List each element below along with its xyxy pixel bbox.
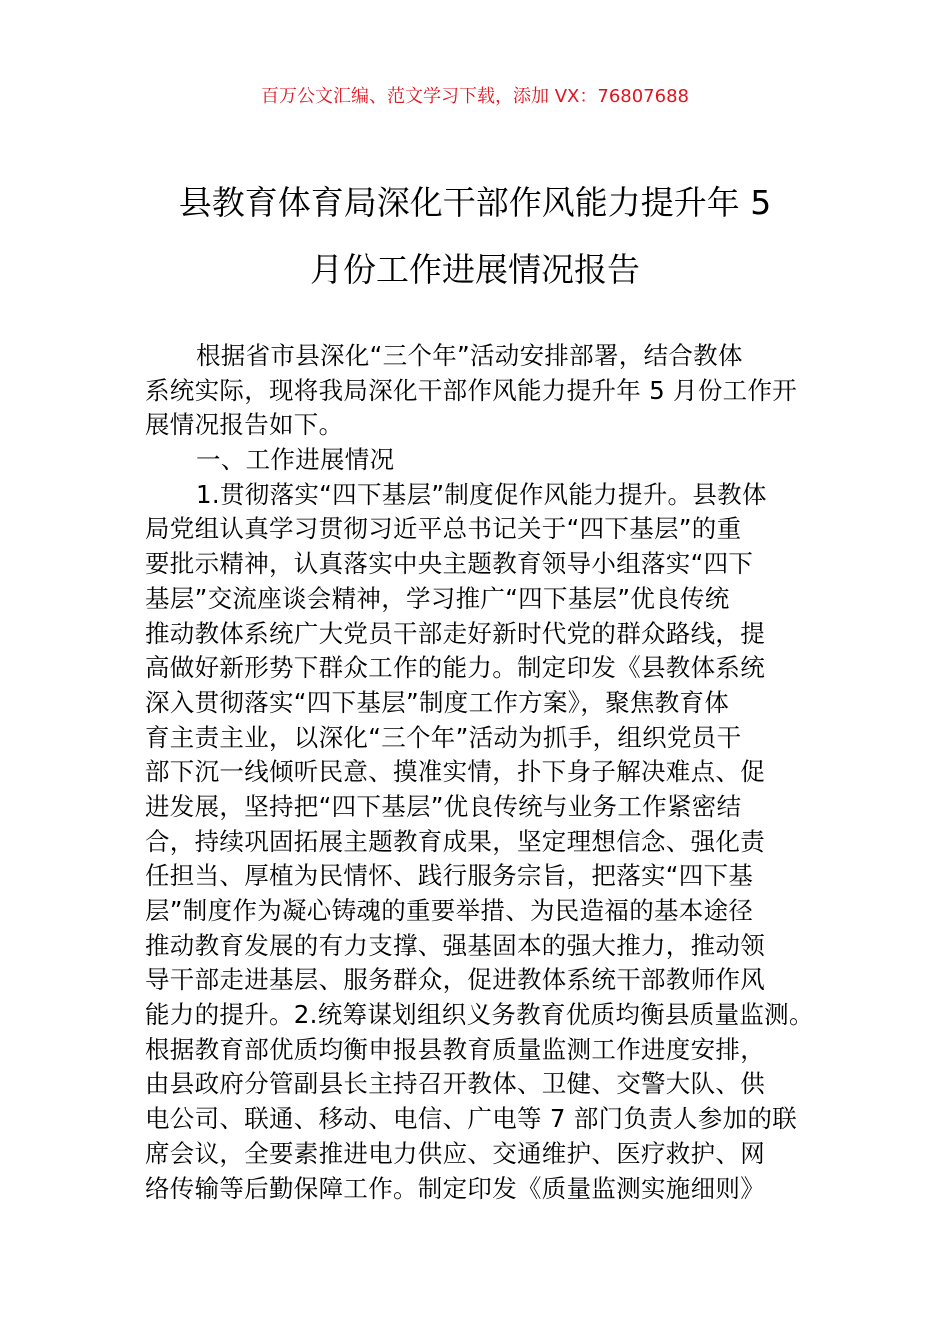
body-text-line: 要批示精神，认真落实中央主题教育领导小组落实“四下 xyxy=(145,549,754,579)
body-text-line: 深入贯彻落实“四下基层”制度工作方案》，聚焦教育体 xyxy=(145,687,730,717)
body-text-line: 系统实际，现将我局深化干部作风能力提升年 5 月份工作开 xyxy=(145,375,798,405)
body-text-line: 基层”交流座谈会精神，学习推广“四下基层”优良传统 xyxy=(145,583,730,613)
body-text-line: 导干部走进基层、服务群众，促进教体系统干部教师作风 xyxy=(145,965,765,995)
body-text-line: 合，持续巩固拓展主题教育成果，坚定理想信念、强化责 xyxy=(145,826,765,856)
body-text-line: 推动教体系统广大党员干部走好新时代党的群众路线，提 xyxy=(145,618,765,648)
body-text-line: 局党组认真学习贯彻习近平总书记关于“四下基层”的重 xyxy=(145,514,742,544)
document-body xyxy=(145,339,825,1206)
body-text-line: 根据教育部优质均衡申报县教育质量监测工作进度安排， xyxy=(145,1034,765,1064)
body-text-line: 育主责主业，以深化“三个年”活动为抓手，组织党员干 xyxy=(145,722,742,752)
body-text-line: 一、工作进展情况 xyxy=(196,445,395,475)
body-text-line: 部下沉一线倾听民意、摸准实情，扑下身子解决难点、促 xyxy=(145,757,765,787)
body-text-line: 1.贯彻落实“四下基层”制度促作风能力提升。县教体 xyxy=(196,479,767,509)
document-title-line-1: 县教育体育局深化干部作风能力提升年 5 xyxy=(178,183,772,222)
body-text-line: 进发展，坚持把“四下基层”优良传统与业务工作紧密结 xyxy=(145,791,742,821)
body-text-line: 任担当、厚植为民情怀、践行服务宗旨，把落实“四下基 xyxy=(145,861,754,891)
body-text-line: 展情况报告如下。 xyxy=(145,410,344,440)
body-text-line: 根据省市县深化“三个年”活动安排部署，结合教体 xyxy=(196,341,743,370)
body-text-line: 推动教育发展的有力支撑、强基固本的强大推力，推动领 xyxy=(145,930,765,960)
body-text-line: 层”制度作为凝心铸魂的重要举措、为民造福的基本途径 xyxy=(145,896,754,925)
body-text-line: 络传输等后勤保障工作。制定印发《质量监测实施细则》 xyxy=(145,1173,765,1203)
promo-header: 百万公文汇编、范文学习下载，添加 VX：76807688 xyxy=(261,86,689,107)
body-text-line: 电公司、联通、移动、电信、广电等 7 部门负责人参加的联 xyxy=(145,1104,798,1134)
body-text-line: 高做好新形势下群众工作的能力。制定印发《县教体系统 xyxy=(145,653,765,683)
document-title-line-2: 月份工作进展情况报告 xyxy=(310,250,640,289)
body-text-line: 席会议，全要素推进电力供应、交通维护、医疗救护、网 xyxy=(145,1138,765,1168)
body-text-line: 由县政府分管副县长主持召开教体、卫健、交警大队、供 xyxy=(145,1069,765,1099)
body-text-line: 能力的提升。2.统筹谋划组织义务教育优质均衡县质量监测。 xyxy=(145,1000,814,1030)
